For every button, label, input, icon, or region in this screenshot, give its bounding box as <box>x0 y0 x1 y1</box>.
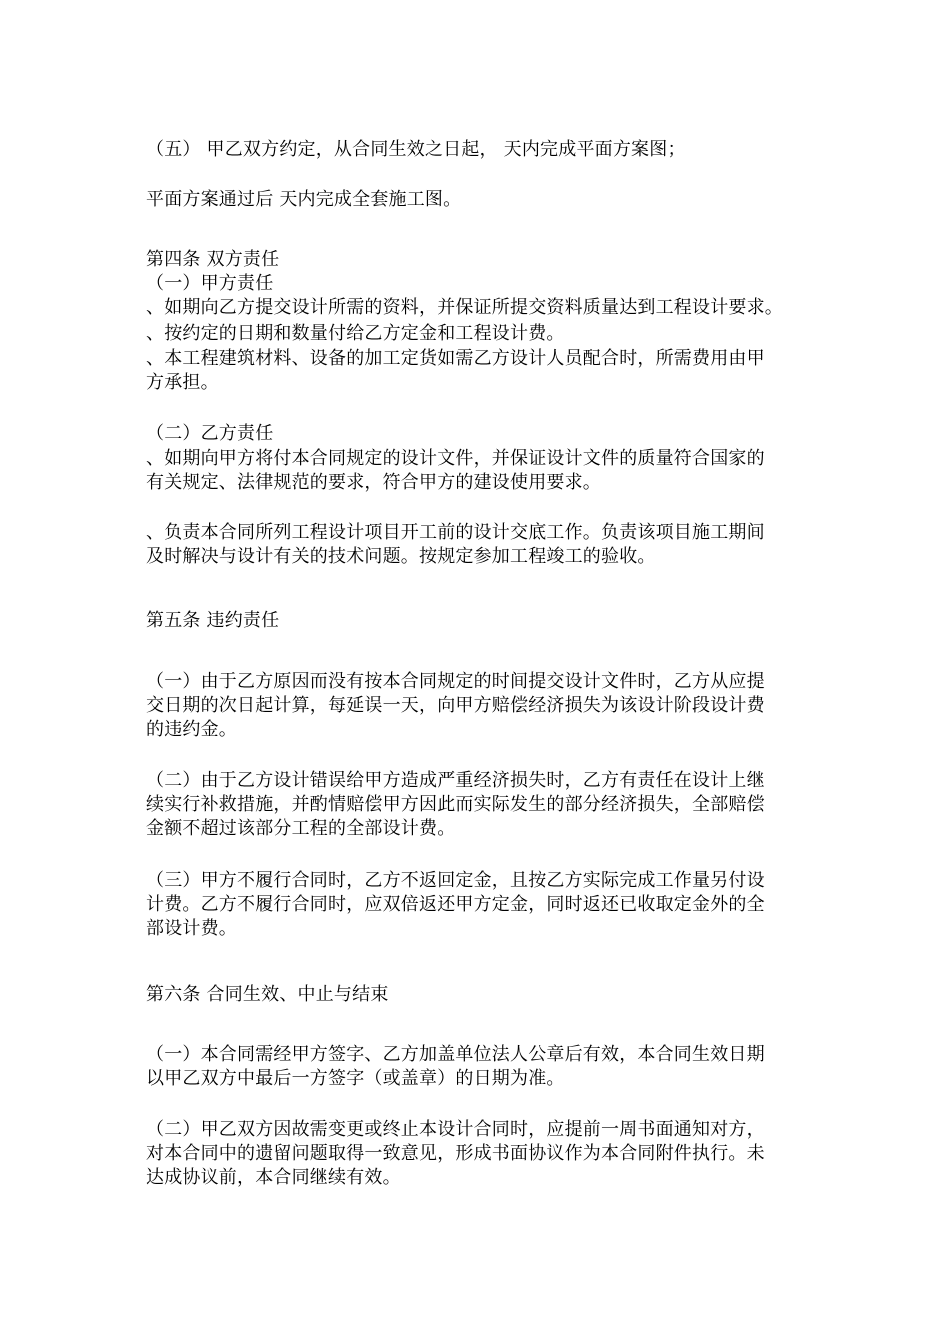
party-b-item-1: 、如期向甲方将付本合同规定的设计文件，并保证设计文件的质量符合国家的 有关规定、法律规范的要求，符合甲方的建设使用要求。 <box>146 448 765 493</box>
article-5-heading: 第五条 违约责任 <box>146 610 280 631</box>
breach-item-2: （二）由于乙方设计错误给甲方造成严重经济损失时，乙方有责任在设计上继 续实行补救措施，并酌情赔偿甲方因此而实际发生的部分经济损失，全部赔偿 金额不超过该部分工程的全部设计费。 <box>146 770 765 839</box>
party-b-responsibility-heading: （二）乙方责任 <box>146 423 274 444</box>
construction-drawing-schedule: 平面方案通过后 天内完成全套施工图。 <box>146 189 462 210</box>
effect-item-1: （一）本合同需经甲方签字、乙方加盖单位法人公章后有效，本合同生效日期 以甲乙双方中最后一方签字（或盖章）的日期为准。 <box>146 1044 765 1089</box>
breach-item-3: （三）甲方不履行合同时，乙方不返回定金，且按乙方实际完成工作量另付设 计费。乙方不履行合同时，应双倍返还甲方定金，同时返还已收取定金外的全 部设计费。 <box>146 870 765 939</box>
party-a-item-3: 、本工程建筑材料、设备的加工定货如需乙方设计人员配合时，所需费用由甲 方承担。 <box>146 348 765 393</box>
effect-item-2: （二）甲乙双方因故需变更或终止本设计合同时，应提前一周书面通知对方， 对本合同中的遗留问题取得一致意见，形成书面协议作为本合同附件执行。未 达成协议前，本合同继续有效。 <box>146 1119 765 1188</box>
party-a-responsibility-heading: （一）甲方责任 <box>146 273 274 294</box>
party-a-item-1: 、如期向乙方提交设计所需的资料，并保证所提交资料质量达到工程设计要求。 <box>146 297 783 318</box>
breach-item-1: （一）由于乙方原因而没有按本合同规定的时间提交设计文件时，乙方从应提 交日期的次日起计算，每延误一天，向甲方赔偿经济损失为该设计阶段设计费 的违约金。 <box>146 671 765 740</box>
party-b-item-2: 、负责本合同所列工程设计项目开工前的设计交底工作。负责该项目施工期间 及时解决与设计有关的技术问题。按规定参加工程竣工的验收。 <box>146 522 765 567</box>
article-4-heading: 第四条 双方责任 <box>146 249 280 270</box>
party-a-item-2: 、按约定的日期和数量付给乙方定金和工程设计费。 <box>146 323 565 344</box>
clause-5-schedule: （五） 甲乙双方约定，从合同生效之日起， 天内完成平面方案图； <box>146 139 686 160</box>
article-6-heading: 第六条 合同生效、中止与结束 <box>146 984 389 1005</box>
